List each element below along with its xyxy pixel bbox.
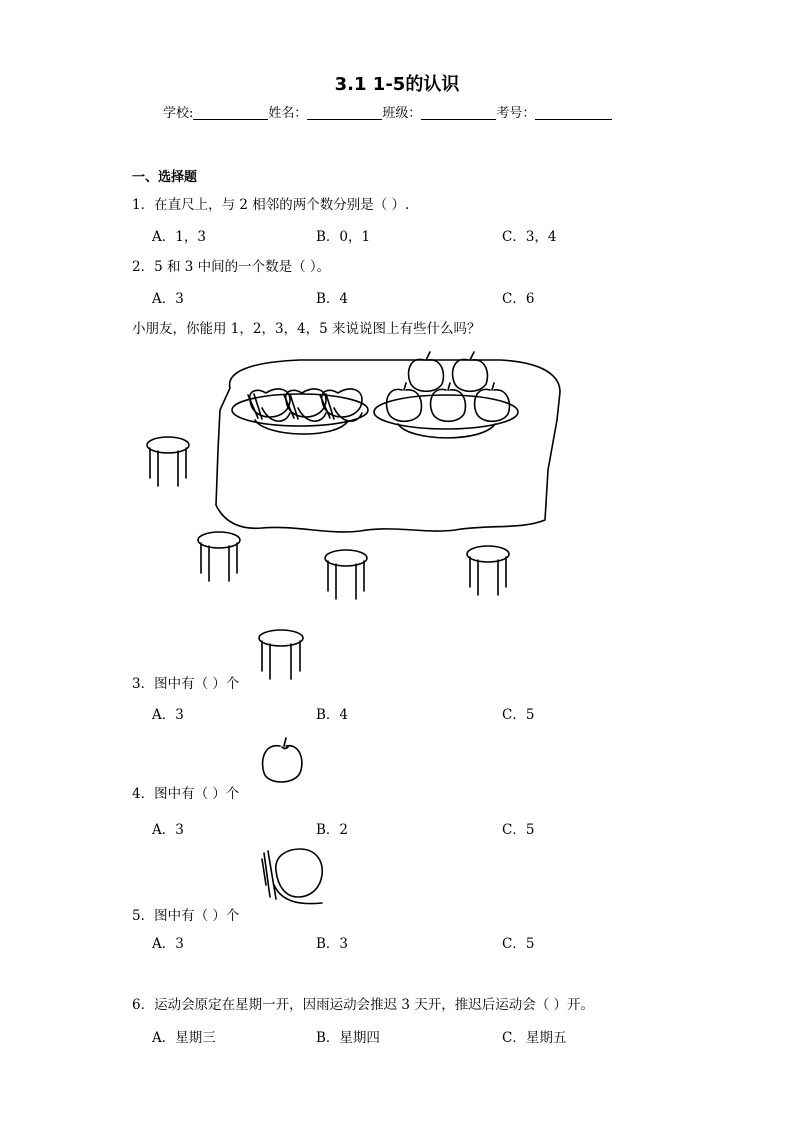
section-title: 一、选择题 (132, 170, 198, 185)
q3-option-b[interactable]: B．4 (316, 707, 349, 723)
q5-option-c[interactable]: C．5 (502, 936, 535, 952)
peach-icon (258, 845, 328, 910)
q2-option-a[interactable]: A．3 (152, 291, 184, 307)
question-1-stem: 1．在直尺上，与 2 相邻的两个数分别是（ ）. (132, 197, 410, 213)
q3-option-a[interactable]: A．3 (152, 707, 184, 723)
page-title: 3.1 1-5的认识 (334, 74, 460, 95)
q6-option-b[interactable]: B．星期四 (316, 1030, 380, 1046)
school-label: 学校: (163, 106, 194, 121)
question-6-stem: 6．运动会原定在星期一开，因雨运动会推迟 3 天开，推迟后运动会（ ）开。 (132, 997, 595, 1013)
q4-option-a[interactable]: A．3 (152, 822, 184, 838)
q4-option-c[interactable]: C．5 (502, 822, 535, 838)
stool-icon (255, 628, 315, 688)
q1-option-b[interactable]: B．0，1 (316, 229, 371, 245)
apple-icon (260, 737, 310, 787)
q5-option-a[interactable]: A．3 (152, 936, 184, 952)
q4-option-b[interactable]: B．2 (316, 822, 349, 838)
q1-option-a[interactable]: A．1，3 (152, 229, 206, 245)
name-label: 姓名： (268, 106, 308, 121)
q2-option-b[interactable]: B．4 (316, 291, 349, 307)
apple-group (387, 352, 510, 421)
question-5-stem: 5．图中有（ ）个 (132, 908, 240, 924)
number-label: 考号： (496, 106, 536, 121)
question-3-stem: 3．图中有（ ）个 (132, 676, 240, 692)
q2-option-c[interactable]: C．6 (502, 291, 535, 307)
class-label: 班级： (382, 106, 422, 121)
q3-option-c[interactable]: C．5 (502, 707, 535, 723)
question-4-stem: 4．图中有（ ）个 (132, 786, 240, 802)
scene-prompt: 小朋友，你能用 1，2，3，4，5 来说说图上有些什么吗？ (132, 321, 481, 337)
question-2-stem: 2．5 和 3 中间的一个数是（ ）。 (132, 259, 331, 275)
q6-option-c[interactable]: C．星期五 (502, 1030, 567, 1046)
q6-option-a[interactable]: A．星期三 (152, 1030, 216, 1046)
q1-option-c[interactable]: C．3，4 (502, 229, 557, 245)
q5-option-b[interactable]: B．3 (316, 936, 349, 952)
stool-group (147, 437, 509, 599)
